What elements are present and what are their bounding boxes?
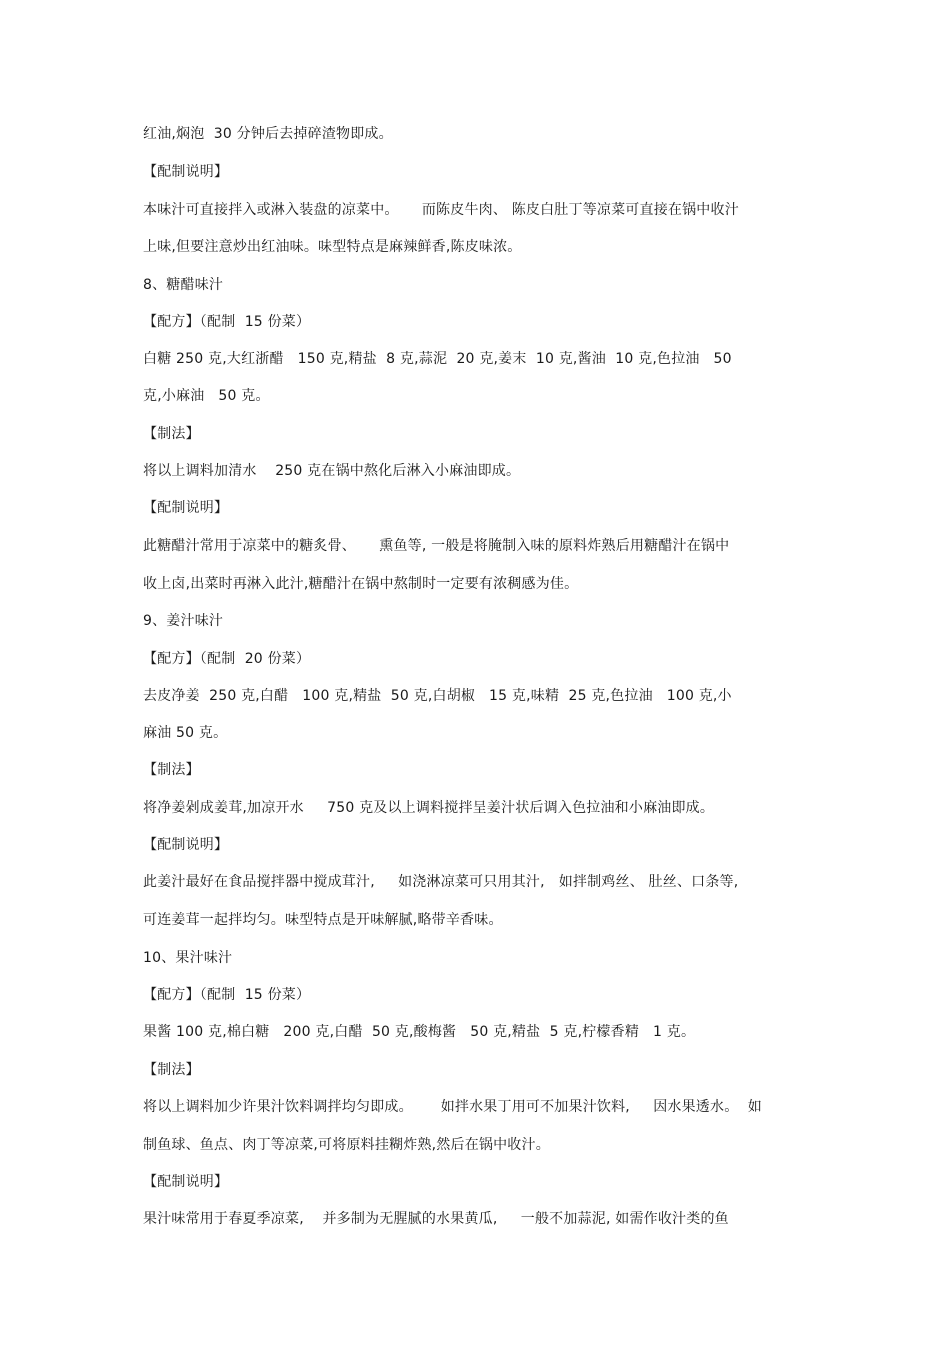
section-heading: 【配方】（配制 15 份菜） — [143, 987, 311, 1003]
section-heading: 【制法】 — [143, 426, 200, 442]
text-line: 制鱼球、鱼点、肉丁等凉菜,可将原料挂糊炸熟,然后在锅中收汁。 — [143, 1137, 550, 1153]
text-line: 此糖醋汁常用于凉菜中的糖炙骨、 熏鱼等, 一般是将腌制入味的原料炸熟后用糖醋汁在锅中 — [143, 538, 730, 554]
section-heading: 【配方】（配制 15 份菜） — [143, 314, 311, 330]
text-line: 此姜汁最好在食品搅拌器中搅成茸汁, 如浇淋凉菜可只用其汁, 如拌制鸡丝、 肚丝、口条等, — [143, 874, 739, 890]
recipe-title: 9、姜汁味汁 — [143, 613, 224, 629]
recipe-title: 10、果汁味汁 — [143, 950, 233, 966]
text-line: 克,小麻油 50 克。 — [143, 388, 270, 404]
text-line: 可连姜茸一起拌均匀。味型特点是开味解腻,略带辛香味。 — [143, 912, 503, 928]
section-heading: 【配制说明】 — [143, 164, 229, 180]
text-line: 将以上调料加清水 250 克在锅中熬化后淋入小麻油即成。 — [143, 463, 521, 479]
section-heading: 【制法】 — [143, 762, 200, 778]
recipe-title: 8、糖醋味汁 — [143, 277, 224, 293]
text-line: 白糖 250 克,大红浙醋 150 克,精盐 8 克,蒜泥 20 克,姜末 10 克,酱油 10 克,色拉油 50 — [143, 351, 732, 367]
text-line: 本味汁可直接拌入或淋入装盘的凉菜中。 而陈皮牛肉、 陈皮白肚丁等凉菜可直接在锅中收汁 — [143, 202, 739, 218]
section-heading: 【配制说明】 — [143, 837, 229, 853]
section-heading: 【配方】（配制 20 份菜） — [143, 651, 311, 667]
section-heading: 【制法】 — [143, 1062, 200, 1078]
text-line: 将净姜剁成姜茸,加凉开水 750 克及以上调料搅拌呈姜汁状后调入色拉油和小麻油即成。 — [143, 800, 715, 816]
text-line: 麻油 50 克。 — [143, 725, 228, 741]
text-line: 收上卤,出菜时再淋入此汁,糖醋汁在锅中熬制时一定要有浓稠感为佳。 — [143, 576, 579, 592]
section-heading: 【配制说明】 — [143, 500, 229, 516]
text-line: 将以上调料加少许果汁饮料调拌均匀即成。 如拌水果丁用可不加果汁饮料, 因水果透水。 如 — [143, 1099, 762, 1115]
text-line: 果汁味常用于春夏季凉菜, 并多制为无腥腻的水果黄瓜, 一般不加蒜泥, 如需作收汁类的鱼 — [143, 1211, 729, 1227]
section-heading: 【配制说明】 — [143, 1174, 229, 1190]
text-line: 去皮净姜 250 克,白醋 100 克,精盐 50 克,白胡椒 15 克,味精 25 克,色拉油 100 克,小 — [143, 688, 732, 704]
text-line: 果酱 100 克,棉白糖 200 克,白醋 50 克,酸梅酱 50 克,精盐 5 克,柠檬香精 1 克。 — [143, 1024, 696, 1040]
text-line: 上味,但要注意炒出红油味。味型特点是麻辣鲜香,陈皮味浓。 — [143, 239, 522, 255]
text-line: 红油,焖泡 30 分钟后去掉碎渣物即成。 — [143, 126, 393, 142]
